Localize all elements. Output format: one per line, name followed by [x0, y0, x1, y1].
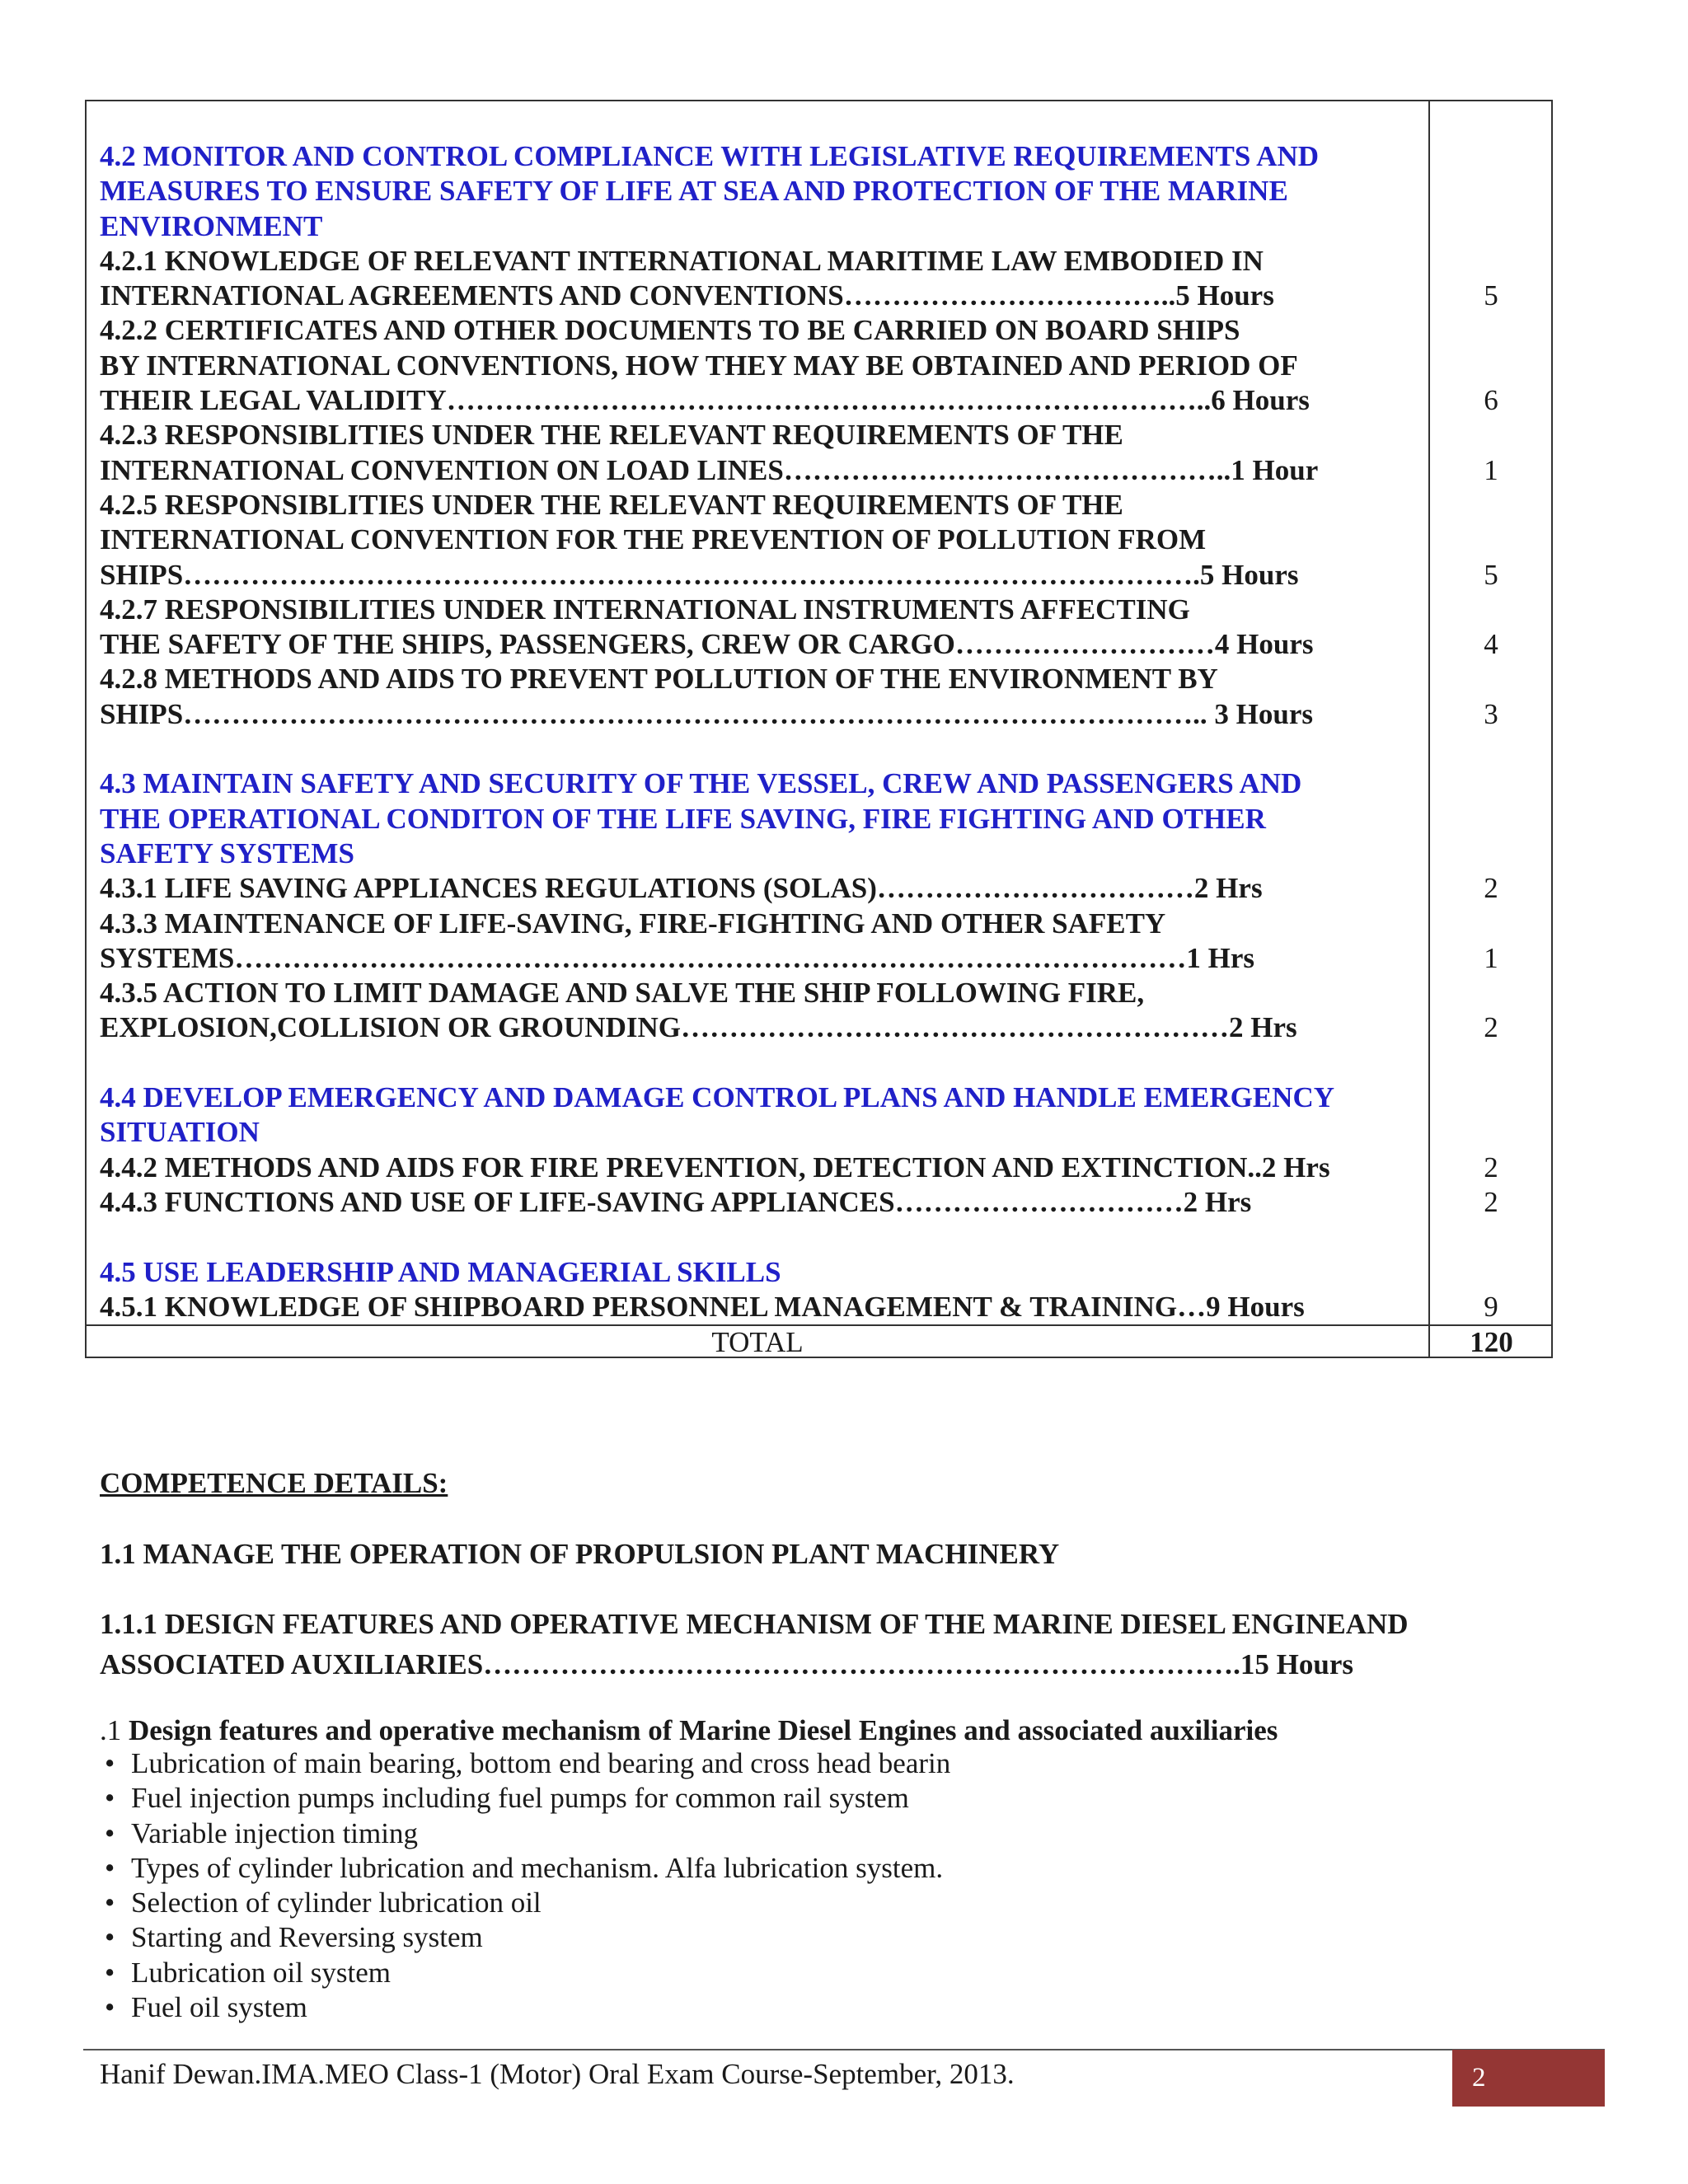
section-heading-line: 4.5 USE LEADERSHIP AND MANAGERIAL SKILLS: [100, 1255, 781, 1288]
hours-cell: 4: [1484, 628, 1498, 661]
hours-cell: [1430, 418, 1552, 452]
hours-cell: 6: [1484, 384, 1498, 417]
topic-line: 4.2.3 RESPONSIBLITIES UNDER THE RELEVANT REQUIREMENTS OF THE: [100, 419, 1123, 452]
topic-line: 4.3.1 LIFE SAVING APPLIANCES REGULATIONS (SOLAS)……………………………2 Hrs: [100, 872, 1263, 905]
hours-cell: [1430, 209, 1552, 244]
hours-cell: [1430, 349, 1552, 383]
list-item-text: Fuel oil system: [131, 1991, 307, 2024]
topic-line: INTERNATIONAL CONVENTION ON LOAD LINES………………………………………..1 Hour: [100, 453, 1319, 486]
topic-line: SHIPS…………………………………………………………………………………………….5 Hours: [100, 558, 1299, 591]
topic-line: EXPLOSION,COLLISION OR GROUNDING…………………………………………………2 Hrs: [100, 1011, 1297, 1044]
hours-cell: [1430, 732, 1552, 766]
hours-cell: [1430, 313, 1552, 348]
footer-text: Hanif Dewan.IMA.MEO Class-1 (Motor) Oral Exam Course-September, 2013.: [100, 2058, 1015, 2090]
list-item: [105, 1816, 950, 1851]
list-item: [105, 1781, 950, 1816]
topic-line: SYSTEMS………………………………………………………………………………………1 Hrs: [100, 941, 1255, 974]
topic-line: 4.3.5 ACTION TO LIMIT DAMAGE AND SALVE THE SHIP FOLLOWING FIRE,: [100, 977, 1145, 1010]
hours-cell: [1430, 837, 1552, 871]
list-item: [105, 1886, 950, 1920]
topic-line: 4.5.1 KNOWLEDGE OF SHIPBOARD PERSONNEL MANAGEMENT & TRAINING…9 Hours: [100, 1290, 1305, 1323]
hours-cell: [1430, 244, 1552, 279]
list-item-text: Types of cylinder lubrication and mechanism. Alfa lubrication system.: [131, 1851, 944, 1884]
section-heading-line: MEASURES TO ENSURE SAFETY OF LIFE AT SEA AND PROTECTION OF THE MARINE: [100, 175, 1288, 208]
list-item-text: Variable injection timing: [131, 1816, 418, 1849]
section-heading-line: SAFETY SYSTEMS: [100, 837, 354, 869]
bullet-glyph: •: [105, 1956, 115, 1989]
page-number-badge: 2: [1452, 2050, 1605, 2107]
list-item-text: Fuel injection pumps including fuel pumps for common rail system: [131, 1782, 909, 1815]
hours-cell: [1430, 1115, 1552, 1150]
hours-cell: [1430, 1080, 1552, 1115]
hours-cell: [1430, 976, 1552, 1010]
hours-cell: 2: [1484, 1185, 1498, 1218]
hours-cell: [1430, 1220, 1552, 1254]
hours-cell: 5: [1484, 558, 1498, 591]
hours-cell: [1430, 523, 1552, 557]
bullet-glyph: •: [105, 1921, 115, 1954]
list-item: [105, 1990, 950, 2025]
section-heading-line: ENVIRONMENT: [100, 209, 323, 242]
hours-cell: 2: [1484, 872, 1498, 905]
competence-heading: COMPETENCE DETAILS:: [100, 1467, 448, 1499]
hours-cell: [1430, 662, 1552, 696]
bullet-glyph: •: [105, 1851, 115, 1884]
topic-line: INTERNATIONAL CONVENTION FOR THE PREVENTION OF POLLUTION FROM: [100, 523, 1207, 556]
total-label: TOTAL: [711, 1326, 804, 1358]
list-item-text: Starting and Reversing system: [131, 1921, 483, 1954]
hours-cell: [1430, 593, 1552, 627]
topic-line: INTERNATIONAL AGREEMENTS AND CONVENTIONS……………………………..5 Hours: [100, 279, 1274, 312]
section-heading-line: 4.4 DEVELOP EMERGENCY AND DAMAGE CONTROL PLANS AND HANDLE EMERGENCY: [100, 1081, 1334, 1114]
hours-cell: [1430, 907, 1552, 941]
section-heading-line: SITUATION: [100, 1116, 260, 1149]
hours-cell: [1430, 1046, 1552, 1080]
hours-cell: [1430, 802, 1552, 837]
section-title: 1.1 MANAGE THE OPERATION OF PROPULSION PLANT MACHINERY: [100, 1538, 1060, 1570]
topic-line: 4.4.2 METHODS AND AIDS FOR FIRE PREVENTION, DETECTION AND EXTINCTION..2 Hrs: [100, 1151, 1330, 1183]
topic-line: 4.2.1 KNOWLEDGE OF RELEVANT INTERNATIONAL MARITIME LAW EMBODIED IN: [100, 244, 1264, 277]
hours-cell: 2: [1484, 1011, 1498, 1044]
list-item-text: Lubrication oil system: [131, 1956, 391, 1989]
hours-cell: 1: [1484, 941, 1498, 974]
bullet-glyph: •: [105, 1991, 115, 2024]
total-value: 120: [1470, 1326, 1513, 1358]
item-heading: [100, 1714, 1278, 1747]
bullet-glyph: •: [105, 1886, 115, 1919]
topic-line: 4.2.7 RESPONSIBILITIES UNDER INTERNATIONAL INSTRUMENTS AFFECTING: [100, 593, 1190, 626]
list-item: [105, 1956, 950, 1990]
hours-cell: 9: [1484, 1290, 1498, 1323]
bullet-glyph: •: [105, 1816, 115, 1849]
footer-rule: [83, 2049, 1605, 2050]
spacer-line: [100, 1220, 1418, 1254]
topic-line: 4.2.5 RESPONSIBLITIES UNDER THE RELEVANT REQUIREMENTS OF THE: [100, 488, 1123, 521]
topic-bullet-list: [105, 1746, 950, 2025]
section-heading-line: 4.3 MAINTAIN SAFETY AND SECURITY OF THE VESSEL, CREW AND PASSENGERS AND: [100, 767, 1302, 800]
topic-line: SHIPS…………………………………………………………………………………………….. 3 Hours: [100, 697, 1313, 730]
bullet-glyph: •: [105, 1782, 115, 1815]
topic-line: 4.3.3 MAINTENANCE OF LIFE-SAVING, FIRE-FIGHTING AND OTHER SAFETY: [100, 907, 1166, 940]
spacer-line: [100, 732, 1418, 766]
hours-cell: 5: [1484, 279, 1498, 312]
subsection-title-line1: 1.1.1 DESIGN FEATURES AND OPERATIVE MECHANISM OF THE MARINE DIESEL ENGINEAND: [100, 1608, 1409, 1640]
hours-cell: 3: [1484, 697, 1498, 730]
list-item: [105, 1851, 950, 1886]
hours-cell: [1430, 766, 1552, 801]
list-item: [105, 1920, 950, 1955]
list-item-text: Selection of cylinder lubrication oil: [131, 1886, 542, 1919]
item-number: .1: [100, 1714, 122, 1746]
list-item-text: Lubrication of main bearing, bottom end bearing and cross head bearin: [131, 1747, 951, 1779]
topic-line: THEIR LEGAL VALIDITY……………………………………………………………………..6 Hours: [100, 384, 1310, 417]
hours-cell: 2: [1484, 1151, 1498, 1183]
section-heading-line: 4.2 MONITOR AND CONTROL COMPLIANCE WITH LEGISLATIVE REQUIREMENTS AND: [100, 140, 1319, 172]
topic-line: 4.2.2 CERTIFICATES AND OTHER DOCUMENTS TO BE CARRIED ON BOARD SHIPS: [100, 314, 1240, 347]
topic-line: BY INTERNATIONAL CONVENTIONS, HOW THEY MAY BE OBTAINED AND PERIOD OF: [100, 349, 1298, 382]
subsection-title-line2: ASSOCIATED AUXILIARIES…………………………………………………………………….15 Hours: [100, 1648, 1354, 1680]
syllabus-topics-column: [100, 139, 1418, 1324]
hours-cell: [1430, 488, 1552, 523]
topic-line: 4.2.8 METHODS AND AIDS TO PREVENT POLLUTION OF THE ENVIRONMENT BY: [100, 663, 1218, 696]
topic-line: THE SAFETY OF THE SHIPS, PASSENGERS, CREW OR CARGO………………………4 Hours: [100, 628, 1314, 661]
spacer-line: [100, 1046, 1418, 1080]
syllabus-hours-column: [1430, 139, 1552, 1324]
list-item: [105, 1746, 950, 1781]
section-heading-line: THE OPERATIONAL CONDITON OF THE LIFE SAVING, FIRE FIGHTING AND OTHER: [100, 802, 1266, 835]
item-title: Design features and operative mechanism of Marine Diesel Engines and associated auxiliaries: [129, 1714, 1278, 1746]
hours-cell: [1430, 174, 1552, 209]
hours-cell: 1: [1484, 453, 1498, 486]
bullet-glyph: •: [105, 1747, 115, 1779]
syllabus-table: [85, 100, 1553, 1358]
hours-cell: [1430, 139, 1552, 174]
topic-line: 4.4.3 FUNCTIONS AND USE OF LIFE-SAVING APPLIANCES…………………………2 Hrs: [100, 1185, 1252, 1218]
hours-cell: [1430, 1255, 1552, 1290]
